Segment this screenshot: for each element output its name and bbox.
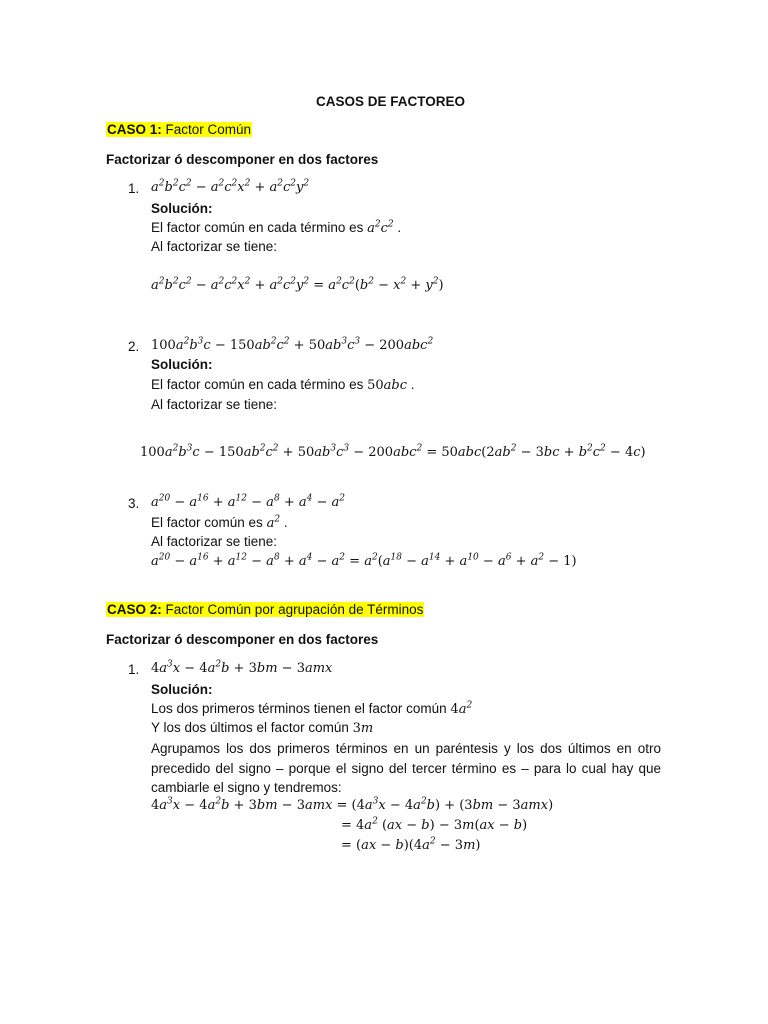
item1-common-line: El factor común en cada término es $a^2c^2$ . <box>151 219 402 236</box>
item3-expression: $a^{20} - a^{16} + a^{12} - a^8 + a^4 - a^2$ <box>151 493 346 510</box>
item1-expression: $a^2b^2c^2 - a^2c^2x^2 + a^2c^2y^2$ <box>151 178 310 195</box>
item3-result: $a^{20} - a^{16} + a^{12} - a^8 + a^4 - a^2 = a^2(a^{18} - a^{14} + a^{10} - a^6 + a^2 - 1)$ <box>151 552 577 569</box>
item1-common-factor: $a^2c^2$ <box>367 219 394 236</box>
item3-factor-text: Al factorizar se tiene: <box>151 534 278 549</box>
item1-solution-label: Solución: <box>151 201 213 216</box>
case2-first-factor: $4a^2$ <box>450 700 473 717</box>
case2-subtitle: Factorizar ó descomponer en dos factores <box>106 632 379 647</box>
case2-label: CASO 2: <box>107 602 162 617</box>
case2-result-line3: = $(ax - b)(4a^2 - 3m)$ <box>341 836 481 853</box>
item2-common-line: El factor común en cada término es 50abc . <box>151 377 415 393</box>
item2-factor-text: Al factorizar se tiene: <box>151 397 278 412</box>
item2-number: 2. <box>128 339 140 354</box>
case1-subtitle: Factorizar ó descomponer en dos factores <box>106 152 379 167</box>
case1-name: Factor Común <box>165 122 252 137</box>
item3-common-factor: $a^2$ <box>266 514 281 531</box>
case2-last-two-text: Y los dos últimos el factor común <box>151 720 349 735</box>
item2-expression: $100a^2b^3c - 150ab^2c^2 + 50ab^3c^3 - 200abc^2$ <box>151 336 434 353</box>
item2-result: $100a^2b^3c - 150ab^2c^2 + 50ab^3c^3 - 200abc^2 = 50abc(2ab^2 - 3bc + b^2c^2 - 4c)$ <box>140 443 646 460</box>
item2-common-text: El factor común en cada término es <box>151 377 364 392</box>
case2-paragraph: Agrupamos los dos primeros términos en un paréntesis y los dos últimos en otro precedido del signo – porque el signo del tercer término es – para lo cual hay que cambiarle el signo y tendremos: <box>151 741 661 795</box>
case1-heading <box>106 122 252 137</box>
case1-label: CASO 1: <box>107 122 162 137</box>
case2-second-factor: 3m <box>352 721 374 736</box>
item2-solution-label: Solución: <box>151 357 213 372</box>
item3-common-text: El factor común es <box>151 515 263 530</box>
item1-factor-text: Al factorizar se tiene: <box>151 239 278 254</box>
case2-first-two-line <box>151 701 472 717</box>
case2-last-two-line <box>151 720 373 736</box>
item2-common-factor: 50abc <box>367 378 408 393</box>
item1-number: 1. <box>128 181 140 196</box>
case2-first-two-text: Los dos primeros términos tienen el factor común <box>151 701 447 716</box>
item1-result: $a^2b^2c^2 - a^2c^2x^2 + a^2c^2y^2 = a^2c^2(b^2 - x^2 + y^2)$ <box>151 276 444 293</box>
case2-solution-label: Solución: <box>151 682 213 697</box>
item3-number: 3. <box>128 496 140 511</box>
case2-heading <box>106 602 424 617</box>
case2-result-line1: $4a^3x - 4a^2b + 3bm - 3amx = (4a^3x - 4a^2b) + (3bm - 3amx)$ <box>151 796 554 813</box>
case2-result-line2: = $4a^2$ (ax − b) − 3m(ax − b) <box>341 816 528 833</box>
item3-common-line: El factor común es $a^2$ . <box>151 514 288 531</box>
page-title: CASOS DE FACTOREO <box>316 94 466 109</box>
case2-item1-expression: $4a^3x - 4a^2b + 3bm - 3amx$ <box>151 659 333 676</box>
case2-item1-number: 1. <box>128 662 140 677</box>
case2-name: Factor Común por agrupación de Términos <box>165 602 424 617</box>
item1-common-text: El factor común en cada término es <box>151 220 364 235</box>
